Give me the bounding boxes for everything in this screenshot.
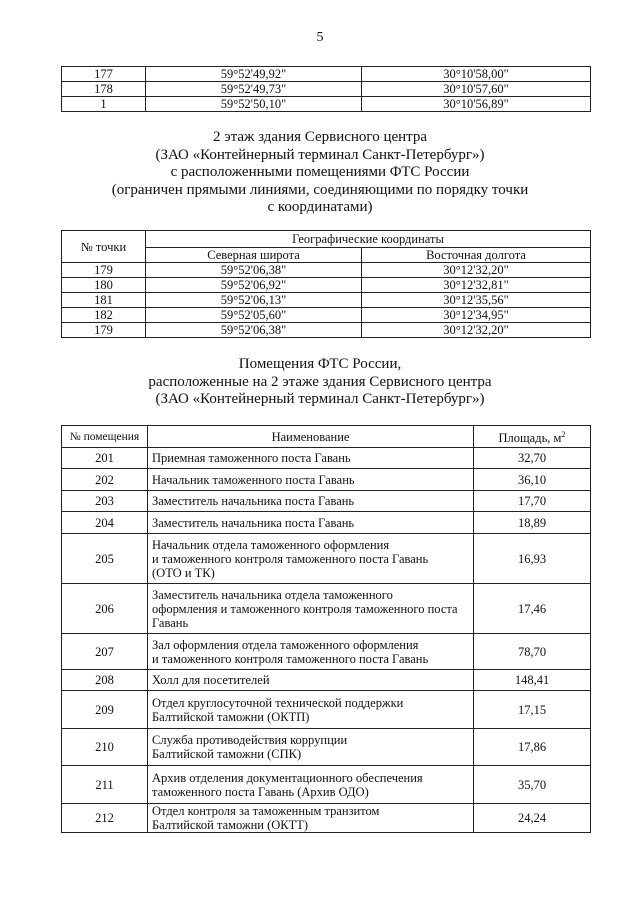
room-number: 211: [62, 766, 148, 804]
room-area: 32,70: [474, 448, 591, 469]
table-row: [62, 263, 591, 278]
point-number: 177: [62, 67, 146, 82]
room-number: 209: [62, 691, 148, 729]
room-name: Служба противодействия коррупции Балтийской таможни (СПК): [148, 729, 474, 766]
room-name: Начальник таможенного поста Гавань: [148, 469, 474, 491]
room-area: 24,24: [474, 804, 591, 833]
latitude: 59°52'06,38": [146, 263, 362, 278]
room-number: 205: [62, 534, 148, 584]
longitude: 30°12'32,20": [362, 263, 591, 278]
room-area: 18,89: [474, 512, 591, 534]
longitude: 30°12'35,56": [362, 293, 591, 308]
room-area: 148,41: [474, 670, 591, 691]
table-row: [62, 804, 591, 833]
longitude: 30°10'58,00": [362, 67, 591, 82]
longitude: 30°12'32,81": [362, 278, 591, 293]
col-area-header: [474, 426, 591, 448]
room-name: Приемная таможенного поста Гавань: [148, 448, 474, 469]
heading-line: расположенные на 2 этаже здания Сервисного центра: [148, 373, 492, 390]
room-name: Холл для посетителей: [148, 670, 474, 691]
table-row: [62, 512, 591, 534]
room-area: 17,15: [474, 691, 591, 729]
latitude: 59°52'49,92": [146, 67, 362, 82]
table-row: [62, 67, 591, 82]
table-row: [62, 634, 591, 670]
point-number: 179: [62, 323, 146, 338]
latitude: 59°52'06,38": [146, 323, 362, 338]
room-name: Отдел контроля за таможенным транзитом Балтийской таможни (ОКТТ): [148, 804, 474, 833]
point-number: 181: [62, 293, 146, 308]
longitude: 30°10'56,89": [362, 97, 591, 112]
heading-line: (ЗАО «Контейнерный терминал Санкт-Петербург»): [155, 146, 485, 163]
latitude: 59°52'06,13": [146, 293, 362, 308]
point-number: 180: [62, 278, 146, 293]
section-heading-rooms: [0, 356, 640, 409]
room-area: 36,10: [474, 469, 591, 491]
col-area-label: Площадь, м: [498, 431, 562, 446]
table-row: [62, 97, 591, 112]
room-number: 210: [62, 729, 148, 766]
col-lat-header: Северная широта: [146, 248, 362, 263]
table-row: [62, 308, 591, 323]
room-number: 212: [62, 804, 148, 833]
room-number: 206: [62, 584, 148, 634]
section-heading-floor2: [0, 129, 640, 217]
room-number: 201: [62, 448, 148, 469]
table-row: [62, 584, 591, 634]
coordinates-table: [61, 230, 591, 338]
point-number: 1: [62, 97, 146, 112]
point-number: 182: [62, 308, 146, 323]
table-row: [62, 293, 591, 308]
table-row: [62, 534, 591, 584]
table-row: [62, 469, 591, 491]
room-name: Архив отделения документационного обеспечения таможенного поста Гавань (Архив ОДО): [148, 766, 474, 804]
heading-line: (ЗАО «Контейнерный терминал Санкт-Петербург»): [155, 391, 485, 407]
table-row: [62, 766, 591, 804]
longitude: 30°12'34,95": [362, 308, 591, 323]
latitude: 59°52'50,10": [146, 97, 362, 112]
room-name: Начальник отдела таможенного оформления и таможенного контроля таможенного поста Гавань (ОТО и ТК): [148, 534, 474, 584]
point-number: 178: [62, 82, 146, 97]
room-name: Отдел круглосуточной технической поддержки Балтийской таможни (ОКТП): [148, 691, 474, 729]
table-row: [62, 691, 591, 729]
room-number: 203: [62, 491, 148, 512]
heading-line: с координатами): [267, 199, 373, 215]
longitude: 30°10'57,60": [362, 82, 591, 97]
room-number: 204: [62, 512, 148, 534]
col-room-header: № помещения: [62, 426, 148, 448]
col-name-header: Наименование: [148, 426, 474, 448]
heading-line: (ограничен прямыми линиями, соединяющими по порядку точки: [111, 181, 529, 198]
table-row: [62, 491, 591, 512]
room-name: Заместитель начальника отдела таможенного оформления и таможенного контроля таможенного поста Гавань: [148, 584, 474, 634]
room-area: 17,70: [474, 491, 591, 512]
latitude: 59°52'05,60": [146, 308, 362, 323]
room-number: 208: [62, 670, 148, 691]
col-area-sup: 2: [561, 429, 566, 439]
coordinates-table-continued: [61, 66, 591, 112]
table-row: [62, 448, 591, 469]
latitude: 59°52'49,73": [146, 82, 362, 97]
table-row: [62, 670, 591, 691]
col-geo-header: Географические координаты: [146, 231, 591, 248]
room-name: Заместитель начальника поста Гавань: [148, 512, 474, 534]
point-number: 179: [62, 263, 146, 278]
room-number: 202: [62, 469, 148, 491]
col-lon-header: Восточная долгота: [362, 248, 591, 263]
table-row: [62, 729, 591, 766]
room-area: 35,70: [474, 766, 591, 804]
heading-line: 2 этаж здания Сервисного центра: [212, 129, 428, 145]
room-area: 78,70: [474, 634, 591, 670]
room-name: Зал оформления отдела таможенного оформления и таможенного контроля таможенного поста Гавань: [148, 634, 474, 670]
heading-line: с расположенными помещениями ФТС России: [170, 164, 470, 180]
col-point-header: № точки: [62, 231, 146, 263]
page-number: 5: [316, 30, 324, 45]
table-row: [62, 323, 591, 338]
room-number: 207: [62, 634, 148, 670]
heading-line: Помещения ФТС России,: [238, 356, 402, 372]
room-area: 16,93: [474, 534, 591, 584]
room-area: 17,86: [474, 729, 591, 766]
table-row: [62, 82, 591, 97]
rooms-table: [61, 425, 591, 833]
longitude: 30°12'32,20": [362, 323, 591, 338]
latitude: 59°52'06,92": [146, 278, 362, 293]
room-name: Заместитель начальника поста Гавань: [148, 491, 474, 512]
room-area: 17,46: [474, 584, 591, 634]
table-row: [62, 278, 591, 293]
